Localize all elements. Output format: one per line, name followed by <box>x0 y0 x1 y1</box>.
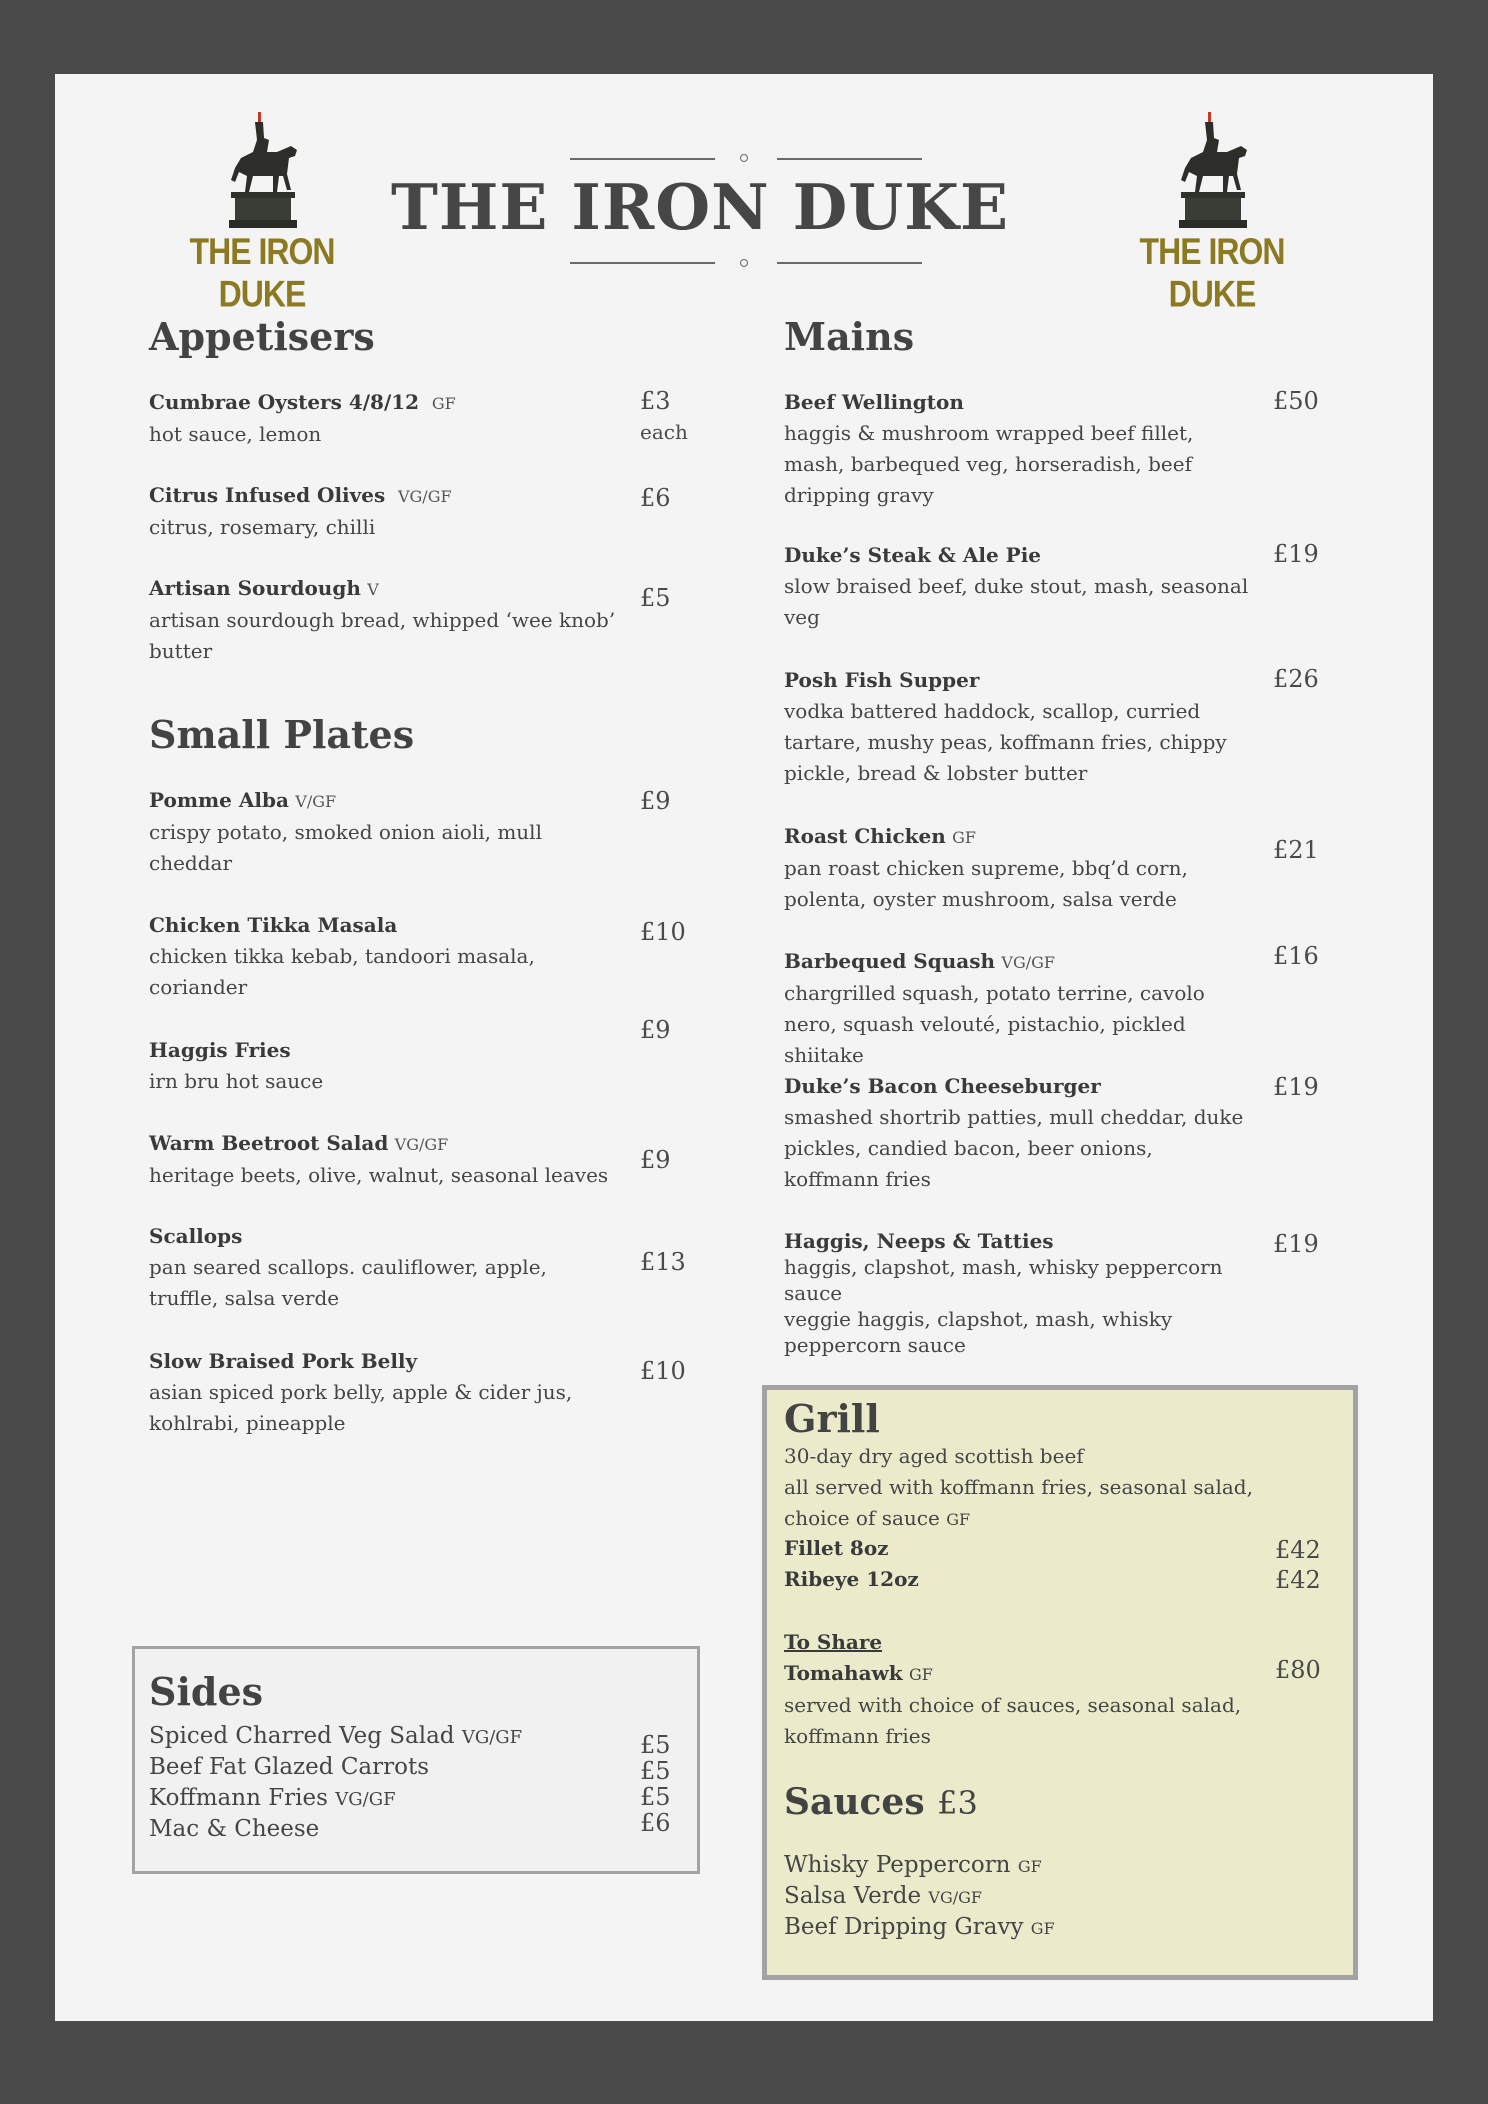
list-item: Koffmann Fries VG/GF <box>149 1785 396 1811</box>
menu-item: Warm Beetroot Salad VG/GF heritage beets, olive, walnut, seasonal leaves <box>149 1131 609 1187</box>
title-rule-bottom-right <box>777 262 922 264</box>
item-price: £5 <box>640 1783 671 1811</box>
item-price: £16 <box>1273 942 1319 970</box>
horse-statue-icon <box>217 112 307 230</box>
menu-item: Duke’s Steak & Ale Pie slow braised beef, duke stout, mash, seasonal veg <box>784 543 1249 629</box>
item-price: £21 <box>1273 836 1319 864</box>
list-item: Spiced Charred Veg Salad VG/GF <box>149 1723 523 1749</box>
item-price: £50 <box>1273 387 1319 415</box>
item-price: £10 <box>640 918 686 946</box>
menu-item: Barbequed Squash VG/GF chargrilled squash, potato terrine, cavolo nero, squash velouté, pistachio, pickled shiitake <box>784 949 1205 1067</box>
menu-item: Roast Chicken GF pan roast chicken supreme, bbq’d corn, polenta, oyster mushroom, salsa verde <box>784 824 1188 911</box>
list-item: Whisky Peppercorn GF <box>784 1852 1042 1878</box>
item-price: £26 <box>1273 665 1319 693</box>
mains-heading: Mains <box>784 314 915 359</box>
list-item: Fillet 8oz <box>784 1536 889 1560</box>
appetisers-heading: Appetisers <box>149 314 375 359</box>
grill-note: all served with koffmann fries, seasonal salad, choice of sauce GF <box>784 1475 1253 1530</box>
logo-text: THE IRON DUKE <box>1139 230 1285 315</box>
menu-item: Scallops pan seared scallops. cauliflower, apple, truffle, salsa verde <box>149 1224 547 1310</box>
menu-item: Duke’s Bacon Cheeseburger smashed shortrib patties, mull cheddar, duke pickles, candied bacon, beer onions, koffmann fries <box>784 1074 1244 1191</box>
list-item: Ribeye 12oz <box>784 1567 919 1591</box>
list-item: Salsa Verde VG/GF <box>784 1883 983 1909</box>
list-item: Beef Dripping Gravy GF <box>784 1914 1055 1940</box>
item-price: £6 <box>640 1809 671 1837</box>
title-ornament-top <box>740 154 748 162</box>
item-price: £10 <box>640 1357 686 1385</box>
menu-item: Slow Braised Pork Belly asian spiced pork belly, apple & cider jus, kohlrabi, pineapple <box>149 1349 573 1435</box>
sides-box <box>132 1646 700 1874</box>
item-price: £42 <box>1275 1566 1321 1594</box>
menu-item: Haggis Fries irn bru hot sauce <box>149 1038 324 1093</box>
grill-box <box>762 1385 1358 1980</box>
item-price: £5 <box>640 1757 671 1785</box>
list-item: Beef Fat Glazed Carrots <box>149 1754 430 1780</box>
item-price: £13 <box>640 1248 686 1276</box>
sauces-heading: Sauces £3 <box>784 1781 978 1823</box>
list-item: Tomahawk GF served with choice of sauces, seasonal salad, koffmann fries <box>784 1661 1242 1748</box>
list-item: Mac & Cheese <box>149 1816 320 1842</box>
menu-item: Chicken Tikka Masala chicken tikka kebab, tandoori masala, coriander <box>149 913 535 999</box>
menu-item: Haggis, Neeps & Tatties haggis, clapshot, mash, whisky peppercorn sauce veggie haggis, clapshot, mash, whisky peppercorn sauce <box>784 1229 1223 1357</box>
small-plates-heading: Small Plates <box>149 712 415 757</box>
logo-right <box>1097 112 1327 315</box>
item-price: £9 <box>640 787 671 815</box>
menu-item: Cumbrae Oysters 4/8/12 GF hot sauce, lemon <box>149 390 456 446</box>
menu-item: Posh Fish Supper vodka battered haddock, scallop, curried tartare, mushy peas, koffmann fries, chippy pickle, bread & lobster butter <box>784 668 1227 785</box>
item-price: £19 <box>1273 540 1319 568</box>
title-ornament-bottom <box>740 259 748 267</box>
menu-item: Artisan Sourdough V artisan sourdough bread, whipped ‘wee knob’ butter <box>149 576 616 663</box>
page-title: THE IRON DUKE <box>391 170 1009 244</box>
item-price: £5 <box>640 584 671 612</box>
item-price: £3 each <box>640 387 688 444</box>
logo-left <box>147 112 377 315</box>
title-rule-bottom-left <box>570 262 715 264</box>
item-price: £19 <box>1273 1073 1319 1101</box>
to-share-label: To Share <box>784 1630 883 1654</box>
title-rule-top-left <box>570 158 715 160</box>
item-price: £6 <box>640 484 671 512</box>
item-price: £42 <box>1275 1536 1321 1564</box>
title-rule-top-right <box>777 158 922 160</box>
menu-item: Beef Wellington haggis & mushroom wrapped beef fillet, mash, barbequed veg, horseradish, beef dripping gravy <box>784 390 1194 507</box>
horse-statue-icon <box>1167 112 1257 230</box>
menu-item: Pomme Alba V/GF crispy potato, smoked onion aioli, mull cheddar <box>149 788 542 875</box>
sides-heading: Sides <box>149 1669 264 1714</box>
item-price: £19 <box>1273 1230 1319 1258</box>
grill-subtitle: 30-day dry aged scottish beef <box>784 1444 1084 1468</box>
item-price: £5 <box>640 1731 671 1759</box>
item-price: £9 <box>640 1016 671 1044</box>
menu-item: Citrus Infused Olives VG/GF citrus, rosemary, chilli <box>149 483 452 539</box>
item-price: £80 <box>1275 1656 1321 1684</box>
grill-heading: Grill <box>784 1396 880 1441</box>
item-price: £9 <box>640 1146 671 1174</box>
logo-text: THE IRON DUKE <box>189 230 335 315</box>
